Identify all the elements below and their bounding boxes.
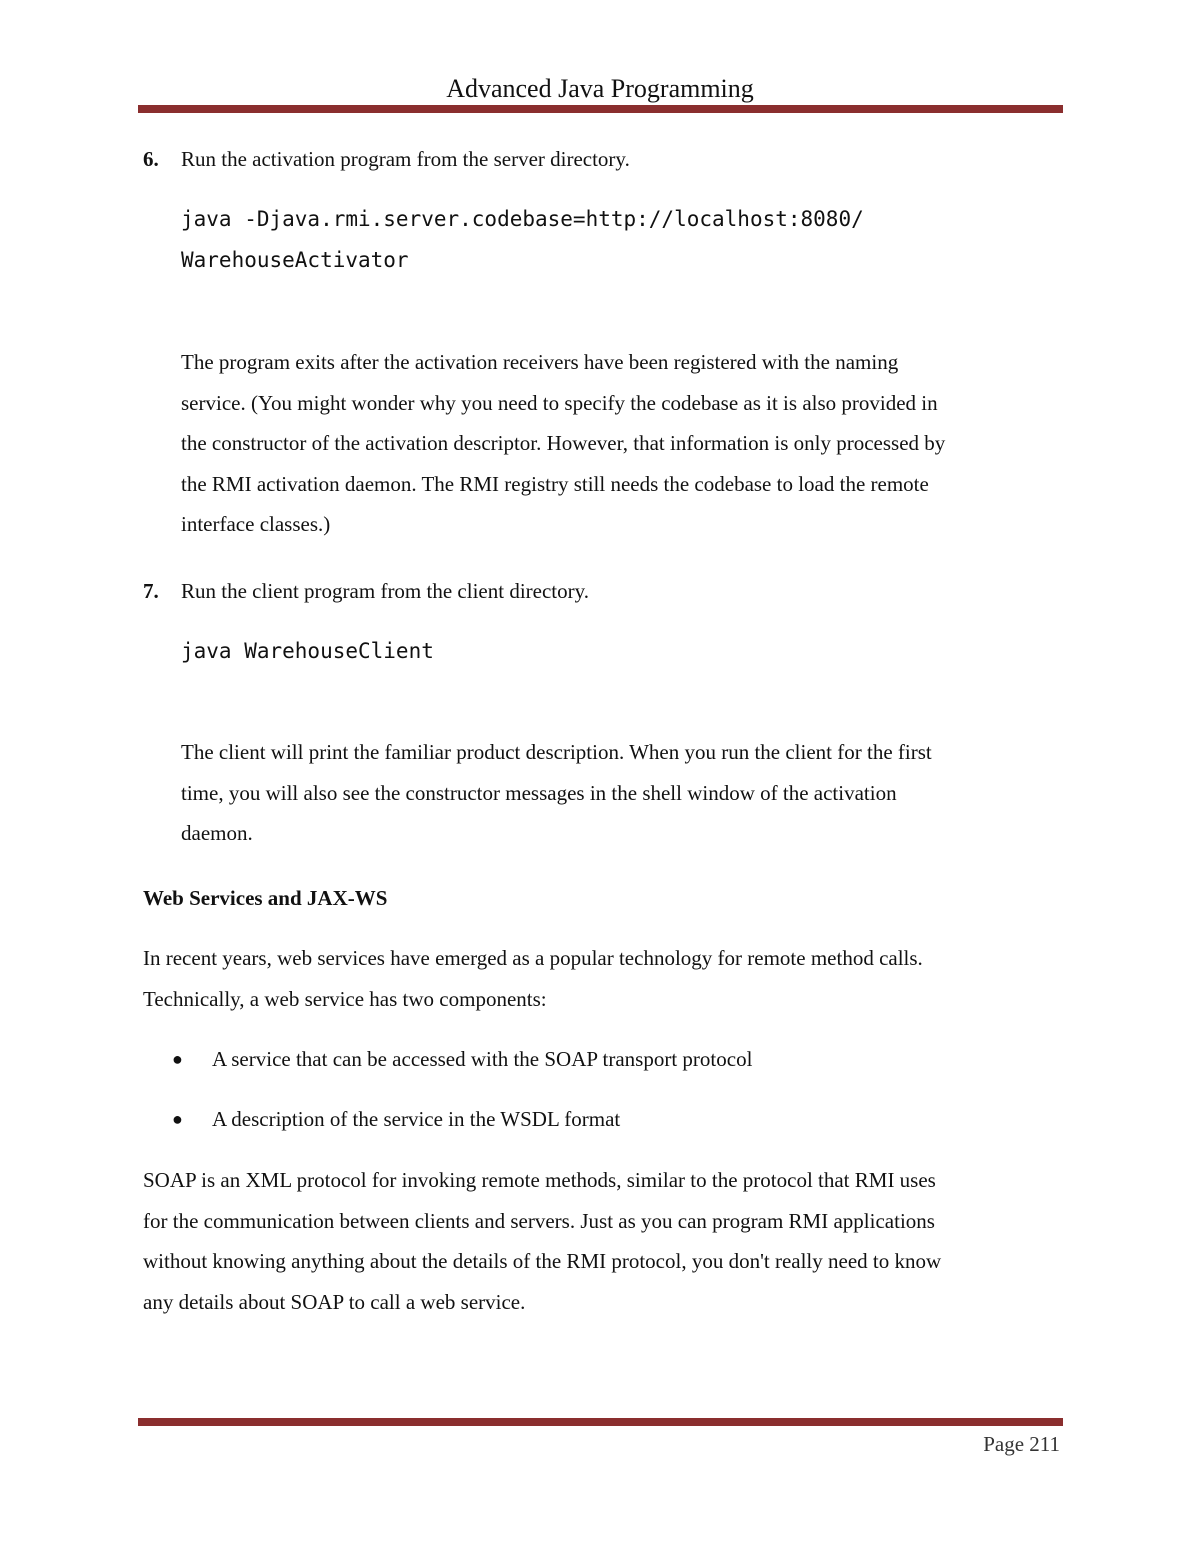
step-6-code-line-1: java -Djava.rmi.server.codebase=http://localhost:8080/ <box>181 207 864 231</box>
step-7-explanation-line: daemon. <box>181 821 253 845</box>
soap-paragraph-line: SOAP is an XML protocol for invoking remote methods, similar to the protocol that RMI uses <box>143 1168 936 1192</box>
step-7-code-line-1: java WarehouseClient <box>181 639 434 663</box>
section-intro-line: In recent years, web services have emerged as a popular technology for remote method calls. <box>143 946 923 970</box>
step-6-number: 6. <box>143 147 159 171</box>
step-6-explanation-line: the RMI activation daemon. The RMI registry still needs the codebase to load the remote <box>181 472 929 496</box>
bullet-item: A description of the service in the WSDL format <box>212 1107 621 1131</box>
section-intro-line: Technically, a web service has two components: <box>143 987 547 1011</box>
step-7-explanation-line: The client will print the familiar product description. When you run the client for the first <box>181 740 932 764</box>
step-6-code-line-2: WarehouseActivator <box>181 248 409 272</box>
soap-paragraph-line: without knowing anything about the details of the RMI protocol, you don't really need to know <box>143 1249 942 1273</box>
step-6-explanation-line: service. (You might wonder why you need to specify the codebase as it is also provided in <box>181 391 938 415</box>
soap-paragraph-line: any details about SOAP to call a web service. <box>143 1290 526 1314</box>
soap-paragraph-line: for the communication between clients and servers. Just as you can program RMI applications <box>143 1209 935 1233</box>
step-6-explanation-line: the constructor of the activation descriptor. However, that information is only processed by <box>181 431 946 455</box>
step-6-explanation-line: The program exits after the activation receivers have been registered with the naming <box>181 350 899 374</box>
step-6-explanation-line: interface classes.) <box>181 512 331 536</box>
step-7-explanation-line: time, you will also see the constructor messages in the shell window of the activation <box>181 781 897 805</box>
bullet-item: A service that can be accessed with the SOAP transport protocol <box>212 1047 753 1071</box>
step-6-text: Run the activation program from the server directory. <box>181 147 630 171</box>
page-number: Page 211 <box>983 1432 1060 1456</box>
step-7-number: 7. <box>143 579 159 603</box>
step-7-text: Run the client program from the client directory. <box>181 579 590 603</box>
header-rule <box>138 105 1063 113</box>
bullet-dot-icon: ● <box>172 1049 183 1069</box>
page-header-title: Advanced Java Programming <box>446 74 754 103</box>
bullet-dot-icon: ● <box>172 1109 183 1129</box>
footer-rule <box>138 1418 1063 1426</box>
section-heading: Web Services and JAX-WS <box>143 886 388 910</box>
